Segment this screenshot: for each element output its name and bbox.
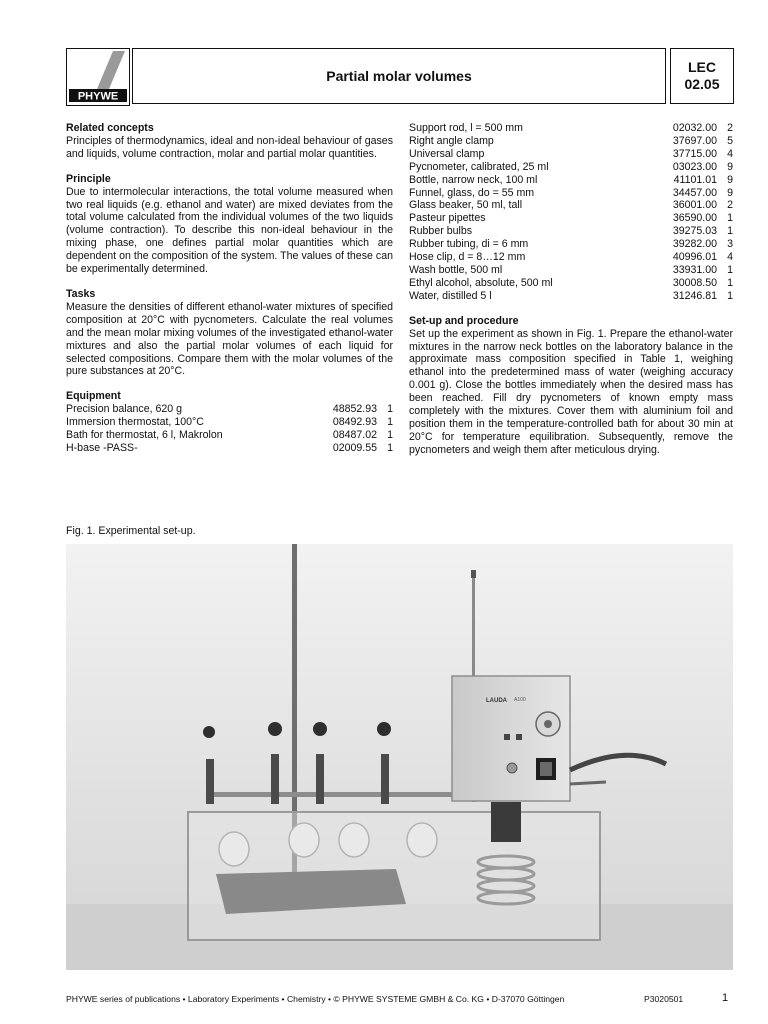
equipment-row (409, 264, 733, 277)
equipment-code: 48852.93 (332, 403, 377, 416)
equipment-row (409, 161, 733, 174)
equipment-code: 08487.02 (332, 429, 377, 442)
principle-section (66, 173, 393, 276)
equipment-row (409, 277, 733, 290)
equipment-name: Wash bottle, 500 ml (409, 263, 503, 276)
publication-code: P3020501 (644, 994, 684, 1004)
equipment-qty: 1 (727, 289, 733, 302)
equipment-name: Bath for thermostat, 6 l, Makrolon (66, 429, 223, 442)
equipment-code: 40996.01 (672, 251, 717, 264)
equipment-code: 31246.81 (672, 289, 717, 302)
equipment-row (409, 187, 733, 200)
equipment-row (409, 238, 733, 251)
logo-graphic (67, 49, 129, 105)
equipment-code: 02032.00 (672, 122, 717, 134)
equipment-name: Ethyl alcohol, absolute, 500 ml (409, 276, 553, 289)
equipment-code: 36001.00 (672, 199, 717, 212)
figure-caption: Fig. 1. Experimental set-up. (66, 525, 196, 537)
device-model: A100 (514, 697, 526, 703)
equipment-qty: 3 (727, 238, 733, 251)
equipment-row (66, 416, 393, 429)
equipment-row (409, 290, 733, 303)
equipment-qty: 1 (387, 403, 393, 416)
lec-label: LEC (688, 59, 716, 75)
equipment-code: 03023.00 (672, 160, 717, 173)
equipment-list-right (409, 122, 733, 303)
related-concepts-text: Principles of thermodynamics, ideal and non-ideal behaviour of gases and liquids, volume contraction, molar and partial molar quantities. (66, 134, 393, 160)
equipment-qty: 2 (727, 199, 733, 212)
phywe-logo (66, 48, 130, 106)
equipment-qty: 5 (727, 134, 733, 147)
equipment-name: Rubber tubing, di = 6 mm (409, 238, 529, 251)
equipment-qty: 4 (727, 147, 733, 160)
equipment-name: H-base -PASS- (66, 441, 138, 454)
left-column (66, 122, 393, 455)
equipment-code: 33931.00 (672, 263, 717, 276)
right-column (409, 122, 733, 457)
equipment-row (409, 148, 733, 161)
equipment-code: 39282.00 (672, 238, 717, 251)
equipment-qty: 9 (727, 160, 733, 173)
related-concepts-heading: Related concepts (66, 122, 154, 134)
equipment-code: 30008.50 (672, 276, 717, 289)
principle-heading: Principle (66, 172, 111, 185)
setup-text: Set up the experiment as shown in Fig. 1. Prepare the ethanol-water mixtures in the narrow neck bottles on the laboratory balance in the approximate mass composition specified in Table 1, weighing ethanol into the predetermined mass of water (weighing accuracy 0.001 g). Close the bottles immediately when the desired mass has been reached. Fill dry pycnometers of known empty mass completely with the mixtures. Cover them with aluminium foil and position them in the temperature-controlled bath for about 30 min at 20°C for temperature equilibration. Subsequently, remove the pycnometers and weigh them after meticulous drying. (409, 327, 733, 456)
equipment-row (409, 212, 733, 225)
experimental-setup-photo (66, 544, 733, 970)
equipment-code: 41101.01 (673, 173, 717, 186)
device-brand: LAUDA (486, 698, 507, 704)
setup-illustration (66, 544, 733, 970)
equipment-qty: 1 (387, 441, 393, 454)
equipment-row (66, 429, 393, 442)
footer-text: PHYWE series of publications • Laboratory Experiments • Chemistry • © PHYWE SYSTEME GMBH & Co. KG • D-37070 Göttingen (66, 994, 565, 1004)
equipment-row (409, 174, 733, 187)
equipment-row (66, 442, 393, 455)
equipment-code: 36590.00 (672, 212, 717, 225)
equipment-row (409, 122, 733, 135)
equipment-name: Support rod, l = 500 mm (409, 122, 523, 134)
lec-box (670, 48, 734, 104)
equipment-name: Hose clip, d = 8…12 mm (409, 251, 526, 264)
equipment-name: Pasteur pipettes (409, 212, 486, 225)
equipment-row (409, 251, 733, 264)
equipment-name: Precision balance, 620 g (66, 403, 183, 416)
equipment-qty: 1 (387, 429, 393, 442)
equipment-name: Rubber bulbs (409, 225, 473, 238)
equipment-qty: 1 (727, 212, 733, 225)
equipment-name: Glass beaker, 50 ml, tall (409, 199, 523, 212)
equipment-row (409, 199, 733, 212)
equipment-name: Right angle clamp (409, 134, 494, 147)
equipment-qty: 1 (727, 263, 733, 276)
equipment-heading: Equipment (66, 390, 121, 403)
equipment-name: Bottle, narrow neck, 100 ml (409, 173, 538, 186)
tasks-text: Measure the densities of different ethanol-water mixtures of specified composition at 20°C with pycnometers. Calculate the real volumes and the mean molar mixing volumes of the investigated ethanol-water mixtures and also the partial molar volumes of each liquid for selected compositions. Compare them with the molar volumes of the pure substances at 20°C. (66, 300, 393, 378)
equipment-qty: 1 (727, 276, 733, 289)
equipment-qty: 9 (727, 173, 733, 186)
principle-text: Due to intermolecular interactions, the total volume measured when two real liquids (e.g. ethanol and water) are mixed deviates from the total volume calculated from the individual volumes of the two liquids (volume contraction). To describe this non-ideal behaviour in the mixing phase, one defines partial molar quantities which are dependent on the composition of the system. The values of these can be experimentally determined. (66, 185, 393, 276)
equipment-qty: 2 (727, 122, 733, 134)
setup-heading: Set-up and procedure (409, 314, 519, 327)
equipment-name: Immersion thermostat, 100°C (66, 416, 204, 429)
equipment-list-left (66, 403, 393, 455)
equipment-section (66, 390, 393, 455)
equipment-code: 08492.93 (332, 416, 377, 429)
logo-text: PHYWE (77, 90, 119, 103)
equipment-code: 02009.55 (332, 441, 377, 454)
lec-number: 02.05 (684, 76, 720, 92)
equipment-name: Pycnometer, calibrated, 25 ml (409, 160, 549, 173)
page-title: Partial molar volumes (132, 48, 666, 104)
equipment-code: 34457.00 (672, 186, 717, 199)
tasks-heading: Tasks (66, 287, 96, 300)
setup-section (409, 315, 733, 457)
equipment-row (409, 135, 733, 148)
equipment-name: Universal clamp (409, 147, 485, 160)
page-number: 1 (722, 992, 729, 1004)
tasks-section (66, 288, 393, 378)
equipment-name: Funnel, glass, do = 55 mm (409, 186, 535, 199)
equipment-code: 39275.03 (672, 225, 717, 238)
equipment-qty: 9 (727, 186, 733, 199)
equipment-qty: 4 (727, 251, 733, 264)
equipment-code: 37715.00 (672, 147, 717, 160)
equipment-qty: 1 (387, 416, 393, 429)
equipment-name: Water, distilled 5 l (409, 289, 492, 302)
equipment-row (66, 403, 393, 416)
equipment-qty: 1 (727, 225, 733, 238)
equipment-row (409, 225, 733, 238)
related-concepts-section (66, 122, 393, 161)
equipment-code: 37697.00 (672, 134, 717, 147)
